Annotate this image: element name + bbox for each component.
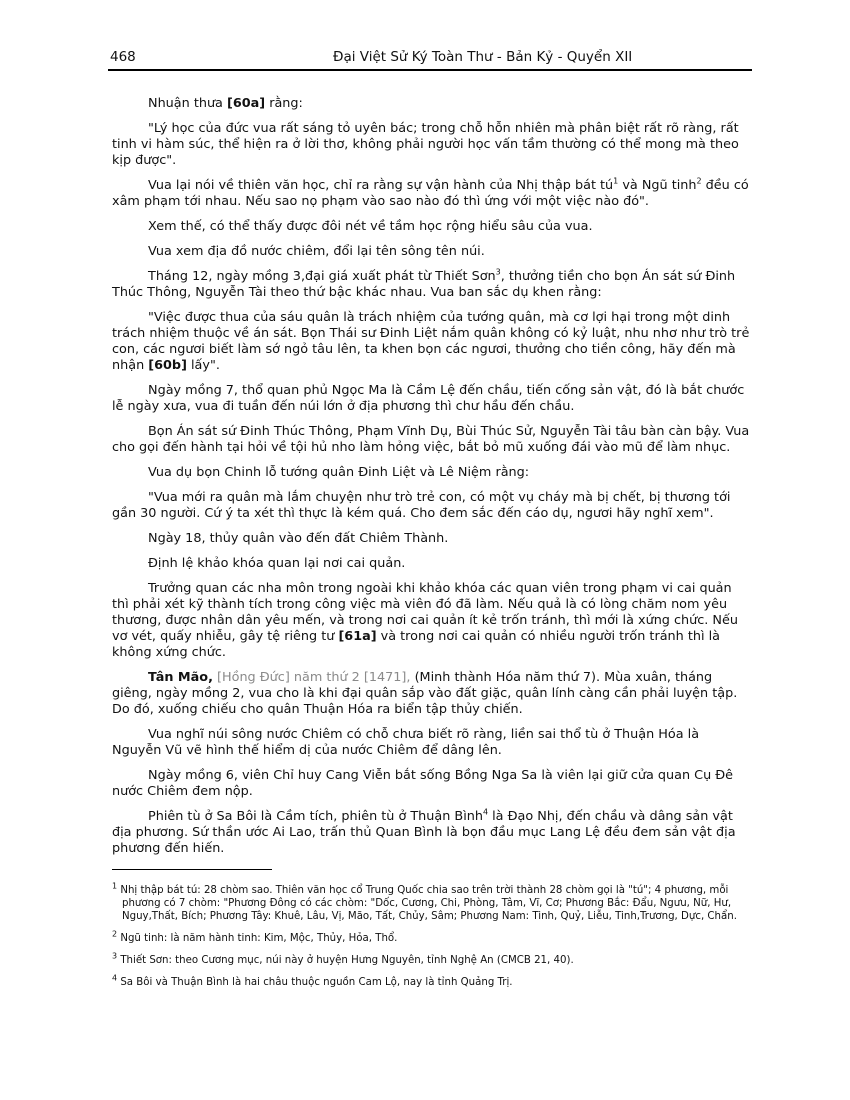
paragraph: Ngày 18, thủy quân vào đến đất Chiêm Thành. <box>148 531 449 546</box>
text-run: (Minh thành Hóa năm thứ 7). Mùa xuân, tháng giêng, ngày mồng 2, vua cho là khi đại quân sắp vào đất giặc, quân lính càng cần phải luyện tập. Do đó, xuống chiếu cho quân Thuận Hóa ra biển tập thủy chiến. <box>112 670 738 717</box>
footnote <box>112 929 750 945</box>
footnote-text: Nhị thập bát tú: 28 chòm sao. Thiên văn học cổ Trung Quốc chia sao trên trời thành 28 chòm gọi là "tú"; 4 phương, mỗi phương có 7 chòm: "Phương Đông có các chòm: "Dốc, Cương, Chi, Phòng, Tâm, Vĩ, Cơ; Phương Bắc: Đẩu, Ngưu, Nữ, Hư, Nguy,Thất, Bích; Phương Tây: Khuê, Lâu, Vị, Mão, Tất, Chủy, Sâm; Phương Nam: Tinh, Quỷ, Liễu, Tinh,Trương, Dực, Chẩn. <box>117 885 737 922</box>
page-header <box>108 47 752 71</box>
page-ref: [60b] <box>148 358 187 373</box>
footnote-number: 4 <box>112 973 118 983</box>
text-run: Tháng 12, ngày mồng 3,đại giá xuất phát từ Thiết Sơn <box>148 269 496 284</box>
text-run: rằng: <box>265 96 303 111</box>
paragraph <box>112 809 750 857</box>
text-run: Trưởng quan các nha môn trong ngoài khi khảo khóa các quan viên trong phạm vi cai quản thì phải xét kỹ thành tích trong công việc mà viên đó đã làm. Nếu quả là có lòng chăm nom yêu thương, được nhân dân yêu mến, và trong nơi cai quản ít kẻ trốn tránh, thì mới là xứng chức. Nếu vơ vét, quấy nhiễu, gây tệ riêng tư <box>112 581 738 644</box>
page-number: 468 <box>110 49 136 65</box>
text-run: Vua lại nói về thiên văn học, chỉ ra rằng sự vận hành của Nhị thập bát tú <box>148 178 614 193</box>
footnotes <box>112 881 750 998</box>
paragraph-quote <box>112 310 750 374</box>
footnote-text: Thiết Sơn: theo Cương mục, núi này ở huyện Hưng Nguyên, tỉnh Nghệ An (CMCB 21, 40). <box>117 955 574 966</box>
footnote-number: 1 <box>112 881 118 891</box>
text-run: và Ngũ tinh <box>618 178 697 193</box>
text-run: , thưởng tiền cho bọn Án sát sứ Đinh Thúc Thông, Nguyễn Tài theo thứ bậc khác nhau. Vua ban sắc dụ khen rằng: <box>112 269 736 300</box>
footnote-divider <box>112 869 272 870</box>
paragraph: Ngày mồng 7, thổ quan phủ Ngọc Ma là Cầm Lệ đến chầu, tiến cống sản vật, đó là bắt chước lễ ngày xưa, vua đi tuần đến núi lớn ở địa phương thì chư hầu đến chầu. <box>112 383 745 414</box>
paragraph: Vua xem địa đồ nước chiêm, đổi lại tên sông tên núi. <box>148 244 485 259</box>
paragraph <box>112 269 750 301</box>
footnote-ref[interactable]: 3 <box>495 267 501 277</box>
footnote-number: 3 <box>112 951 118 961</box>
footnote <box>112 881 750 923</box>
paragraph-quote: "Vua mới ra quân mà lắm chuyện như trò trẻ con, có một vụ cháy mà bị chết, bị thương tới gần 30 người. Cứ ý ta xét thì thực là kém quá. Cho đem sắc đến cáo dụ, ngươi hãy nghĩ xem". <box>112 490 731 521</box>
paragraph: Bọn Án sát sứ Đinh Thúc Thông, Phạm Vĩnh Dụ, Bùi Thúc Sử, Nguyễn Tài tâu bàn càn bậy. Vua cho gọi đến hành tại hỏi về tội hủ nho làm hỏng việc, bắt bỏ mũ xuống đái vào mũ để làm nhục. <box>112 424 750 455</box>
text-run: là Đạo Nhị, đến chầu và dâng sản vật địa phương. Sứ thần ước Ai Lao, trấn thủ Quan Bình là bọn đầu mục Lang Lệ đều đem sản vật địa phương đến hiến. <box>112 809 736 856</box>
paragraph: Vua dụ bọn Chinh lỗ tướng quân Đinh Liệt và Lê Niệm rằng: <box>148 465 530 480</box>
paragraph-quote: "Lý học của đức vua rất sáng tỏ uyên bác; trong chỗ hỗn nhiên mà phân biệt rất rõ ràng, rất tinh vi hàm súc, thể hiện ra ở lời thơ, không phải người học vấn tầm thường có thể mong mà theo kịp được". <box>112 121 739 168</box>
paragraph <box>112 96 750 112</box>
text-run: "Việc được thua của sáu quân là trách nhiệm của tướng quân, mà cơ lợi hại trong một dinh trách nhiệm thuộc về án sát. Bọn Thái sư Đinh Liệt nắm quân không có kỷ luật, nhu nhơ như trò trẻ con, các ngươi biết làm sớ ngỏ tâu lên, ta khen bọn các ngươi, thưởng cho tiền công, hãy đến mà nhận <box>112 310 750 373</box>
page-ref: [60a] <box>226 96 266 111</box>
main-text <box>112 96 750 866</box>
paragraph: Định lệ khảo khóa quan lại nơi cai quản. <box>148 556 406 571</box>
paragraph: Ngày mồng 6, viên Chỉ huy Cang Viễn bắt sống Bồng Nga Sa là viên lại giữ cửa quan Cụ Đê nước Chiêm đem nộp. <box>112 768 734 799</box>
footnote-ref[interactable]: 1 <box>613 176 619 186</box>
paragraph-year-entry <box>112 670 750 718</box>
text-run: và trong nơi cai quản có nhiều người trốn tránh thì là không xứng chức. <box>112 629 720 660</box>
footnote-ref[interactable]: 4 <box>482 807 489 817</box>
footnote-text: Ngũ tinh: là năm hành tinh: Kim, Mộc, Thủy, Hỏa, Thổ. <box>117 933 398 944</box>
page-ref: [61a] <box>338 629 377 644</box>
paragraph <box>112 581 750 661</box>
footnote <box>112 973 750 989</box>
footnote-number: 2 <box>112 929 118 939</box>
paragraph <box>112 178 750 210</box>
text-run: lấy". <box>186 358 220 373</box>
running-title: Đại Việt Sử Ký Toàn Thư - Bản Kỷ - Quyển XII <box>333 49 633 65</box>
footnote-ref[interactable]: 2 <box>696 176 702 186</box>
paragraph: Vua nghĩ núi sông nước Chiêm có chỗ chưa biết rõ ràng, liền sai thổ tù ở Thuận Hóa là Nguyễn Vũ vẽ hình thế hiểm dị của nước Chiêm để dâng lên. <box>112 727 700 758</box>
text-run: Phiên tù ở Sa Bôi là Cầm tích, phiên tù ở Thuận Bình <box>148 809 483 824</box>
paragraph: Xem thế, có thể thấy được đôi nét về tầm học rộng hiểu sâu của vua. <box>148 219 593 234</box>
reign-year: [Hồng Đức] năm thứ 2 [1471], <box>212 670 411 685</box>
footnote <box>112 951 750 967</box>
year-heading: Tân Mão, <box>148 670 213 685</box>
footnote-text: Sa Bôi và Thuận Bình là hai châu thuộc nguồn Cam Lộ, nay là tỉnh Quảng Trị. <box>117 977 513 988</box>
text-run: đều có xâm phạm tới nhau. Nếu sao nọ phạm vào sao nào đó thì ứng với một việc nào đó". <box>112 178 749 209</box>
text-run: Nhuận thưa <box>148 96 227 111</box>
